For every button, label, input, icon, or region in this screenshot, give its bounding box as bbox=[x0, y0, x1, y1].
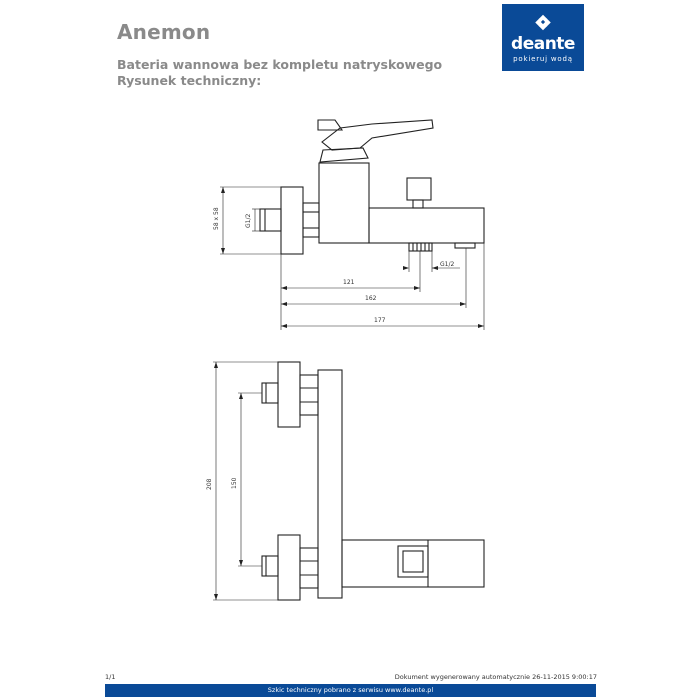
generated-timestamp: Dokument wygenerowany automatycznie 26-11-2015 9:00:17 bbox=[394, 673, 597, 681]
front-view bbox=[262, 362, 484, 600]
subtitle-line-1: Bateria wannowa bez kompletu natryskowego bbox=[117, 57, 443, 72]
front-view-dimensions bbox=[213, 362, 278, 600]
logo-tagline: pokieruj wodą bbox=[513, 55, 573, 63]
side-view bbox=[260, 120, 484, 254]
subtitle-line-2: Rysunek techniczny: bbox=[117, 73, 262, 88]
product-title: Anemon bbox=[117, 20, 211, 44]
dim-g12-left-label: G1/2 bbox=[245, 213, 252, 228]
page-number: 1/1 bbox=[105, 673, 116, 681]
dim-208-label: 208 bbox=[206, 478, 213, 490]
front-view-arrows bbox=[214, 362, 243, 600]
dim-150-label: 150 bbox=[231, 477, 238, 489]
dim-g12-right-label: G1/2 bbox=[440, 261, 455, 268]
dim-177-label: 177 bbox=[374, 317, 386, 324]
dim-121-label: 121 bbox=[343, 279, 355, 286]
dim-162-label: 162 bbox=[365, 295, 377, 302]
dim-58x58-label: 58 x 58 bbox=[213, 207, 220, 230]
logo-wordmark: deante bbox=[511, 34, 575, 54]
footer-bar: Szkic techniczny pobrano z serwisu www.deante.pl bbox=[105, 684, 596, 697]
